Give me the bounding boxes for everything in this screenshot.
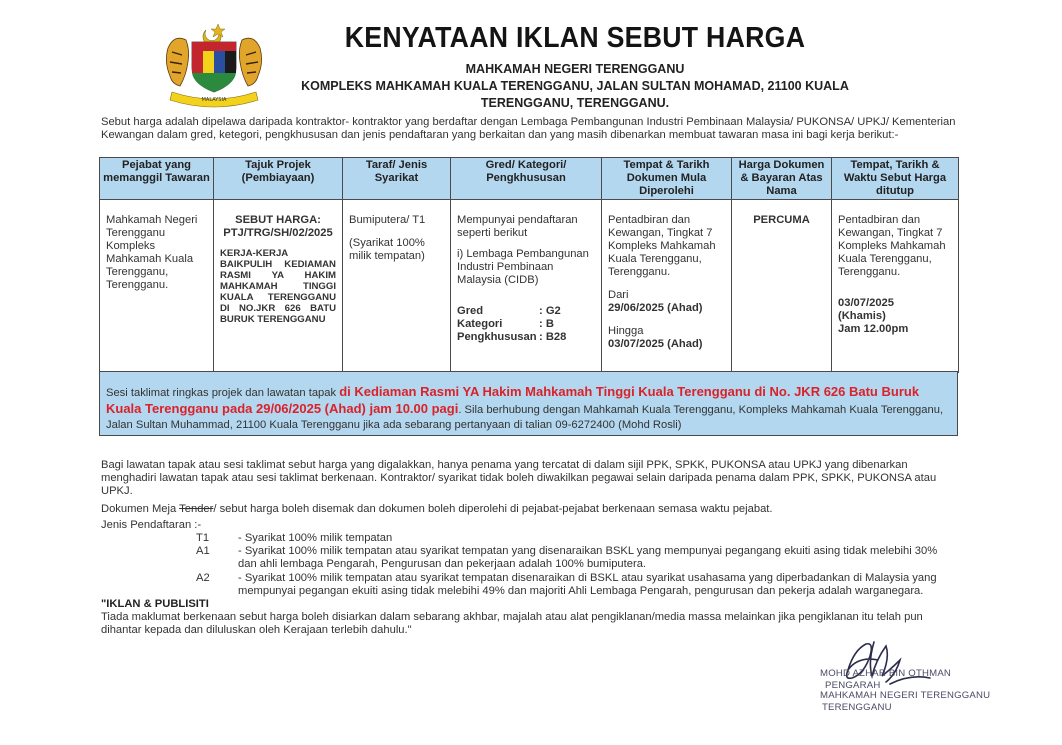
registration-desc: - Syarikat 100% milik tempatan atau syarikat tempatan disenaraikan di BSKL atau syarikat usahasama yang diperbadankan di Malaysia yang mempunyai pegangan ekuiti asing tidak melebihi 49% dan majoriti Ahli Lembaga Pengarah, pengurusan dan pekerja adalah warganegara. xyxy=(238,572,937,597)
closing-date: 03/07/2025 xyxy=(838,297,894,309)
tender-table xyxy=(99,157,959,373)
project-label: SEBUT HARGA: xyxy=(235,214,321,226)
header-closing: Tempat, Tarikh & Waktu Sebut Harga ditutup xyxy=(832,158,959,200)
registration-code: A2 xyxy=(196,572,210,584)
address-line-2: TERENGGANU, TERENGGANU. xyxy=(480,96,670,110)
document-place: Pentadbiran dan Kewangan, Tingkat 7 Kompleks Mahkamah Kuala Terengganu, Terengganu. xyxy=(608,214,716,278)
header-company-type: Taraf/ Jenis Syarikat xyxy=(343,158,451,200)
grade-intro: Mempunyai pendaftaran seperti berikut xyxy=(457,214,578,239)
company-type: Bumiputera/ T1 xyxy=(349,214,426,226)
office-text: Mahkamah Negeri Terengganu Kompleks Mahkamah Kuala Terengganu, Terengganu. xyxy=(106,214,198,291)
intro-paragraph: Sebut harga adalah dipelawa daripada kontraktor- kontraktor yang berdaftar dengan Lembaga Pembangunan Industri Pembinaan Malaysia/ PUKONSA/ UPKJ/ Kementerian Kewangan dalam gred, ketegori, pengkhususan dan jenis pendaftaran yang berkaitan dan yang masih dibenarkan membuat tawaran masa ini bagi kerja berikut:- xyxy=(101,116,956,141)
coat-of-arms-logo xyxy=(158,18,270,110)
document-from-date: 29/06/2025 (Ahad) xyxy=(608,302,703,314)
document-from-label: Dari xyxy=(608,289,629,301)
registration-title: Jenis Pendaftaran :- xyxy=(101,519,202,531)
project-description: KERJA-KERJA BAIKPULIH KEDIAMAN RASMI YA HAKIM MAHKAMAH TINGGI KUALA TERENGGANU DI NO.JKR 626 BATU BURUK TERENGGANU xyxy=(220,248,336,325)
struck-word: Tender xyxy=(179,503,214,515)
registration-code: T1 xyxy=(196,532,210,544)
kategori-row: Kategori : B xyxy=(457,318,554,330)
cell-grade xyxy=(451,200,602,373)
closing-place: Pentadbiran dan Kewangan, Tingkat 7 Kompleks Mahkamah Kuala Terengganu, Terengganu. xyxy=(838,214,946,278)
closing-day: (Khamis) xyxy=(838,310,886,322)
cell-closing xyxy=(832,200,959,373)
stamp-name: MOHD AZHAR BIN OTHMAN xyxy=(820,668,952,679)
gred-row: Gred : G2 xyxy=(457,305,561,317)
table-header-row xyxy=(100,158,959,200)
registration-desc: - Syarikat 100% milik tempatan atau syarikat tempatan yang disenaraikan BSKL yang mempunyai pegangang ekuiti asing tidak melebihi 30% dan ahli lembaga Pengarah, Pengurusan dan pekerjaan adalah 100% bumiputera. xyxy=(238,545,938,570)
svg-text:MALAYSIA: MALAYSIA xyxy=(201,97,227,103)
header-project: Tajuk Projek (Pembiayaan) xyxy=(214,158,343,200)
stamp-organisation: MAHKAMAH NEGERI TERENGGANU xyxy=(820,690,991,701)
document-to-label: Hingga xyxy=(608,325,644,337)
site-visit-paragraph: Bagi lawatan tapak atau sesi taklimat sebut harga yang digalakkan, hanya penama yang tercatat di dalam sijil PPK, SPKK, PUKONSA atau UPKJ yang dibenarkan menghadiri lawatan tapak atau sesi taklimat berkenaan. Kontraktor/ syarikat tidak boleh diwakilkan pegawai selain daripada penama dalam PPK, SPKK, PUKONSA atau UPKJ. xyxy=(101,459,937,497)
cell-document-place xyxy=(602,200,732,373)
company-note: (Syarikat 100% milik tempatan) xyxy=(349,237,425,262)
registration-code: A1 xyxy=(196,545,210,557)
document-to-date: 03/07/2025 (Ahad) xyxy=(608,338,703,350)
document-price: PERCUMA xyxy=(753,214,810,226)
publicity-paragraph: Tiada maklumat berkenaan sebut harga boleh disiarkan dalam sebarang akhbar, majalah atau alat pengiklanan/media massa melainkan jika pengiklanan itu telah pun dihantar kepada dan diluluskan oleh Kerajaan terlebih dahulu." xyxy=(101,611,923,636)
pengkhususan-row: Pengkhususan : B28 xyxy=(457,331,567,343)
cell-company-type xyxy=(343,200,451,373)
document-title: KENYATAAN IKLAN SEBUT HARGA xyxy=(344,22,806,54)
stamp-title: PENGARAH xyxy=(825,680,881,691)
address-line-1: KOMPLEKS MAHKAMAH KUALA TERENGGANU, JALAN SULTAN MOHAMAD, 21100 KUALA xyxy=(301,79,849,93)
notice-text-1: Sesi taklimat ringkas projek dan lawatan tapak xyxy=(106,387,340,399)
document-paragraph: Dokumen Meja Tender/ sebut harga boleh disemak dan dokumen boleh diperolehi di pejabat-pejabat berkenaan semasa waktu pejabat. xyxy=(101,503,773,515)
cell-price xyxy=(732,200,832,373)
header-price: Harga Dokumen & Bayaran Atas Nama xyxy=(732,158,832,200)
grade-body: i) Lembaga Pembangunan Industri Pembinaan Malaysia (CIDB) xyxy=(457,248,589,286)
organisation-name: MAHKAMAH NEGERI TERENGGANU xyxy=(465,62,685,76)
stamp-state: TERENGGANU xyxy=(822,702,892,713)
notice-highlight: di Kediaman Rasmi YA Hakim Mahkamah Tinggi Kuala Terengganu di No. JKR 626 Batu Buruk Kuala Terengganu pada 29/06/2025 (Ahad) jam 10.00 pagi xyxy=(106,384,920,416)
closing-time: Jam 12.00pm xyxy=(838,323,909,335)
table-row xyxy=(100,200,959,373)
project-ref: PTJ/TRG/SH/02/2025 xyxy=(223,227,333,239)
cell-project xyxy=(214,200,343,373)
header-office: Pejabat yang memanggil Tawaran xyxy=(100,158,214,200)
briefing-notice xyxy=(99,371,958,436)
header-grade: Gred/ Kategori/ Pengkhususan xyxy=(451,158,602,200)
registration-desc: - Syarikat 100% milik tempatan xyxy=(238,532,393,544)
notice-text-2: . Sila berhubung dengan Mahkamah Kuala Terengganu, Kompleks Mahkamah Kuala Terengganu, Jalan Sultan Muhammad, 21100 Kuala Terengganu jika ada sebarang pertanyaan di talian 09-6272400 (Mohd Rosli) xyxy=(106,404,944,431)
publicity-heading: "IKLAN & PUBLISITI xyxy=(101,598,209,610)
header-document-place: Tempat & Tarikh Dokumen Mula Diperolehi xyxy=(602,158,732,200)
cell-office xyxy=(100,200,214,373)
coat-of-arms-icon xyxy=(158,18,270,110)
